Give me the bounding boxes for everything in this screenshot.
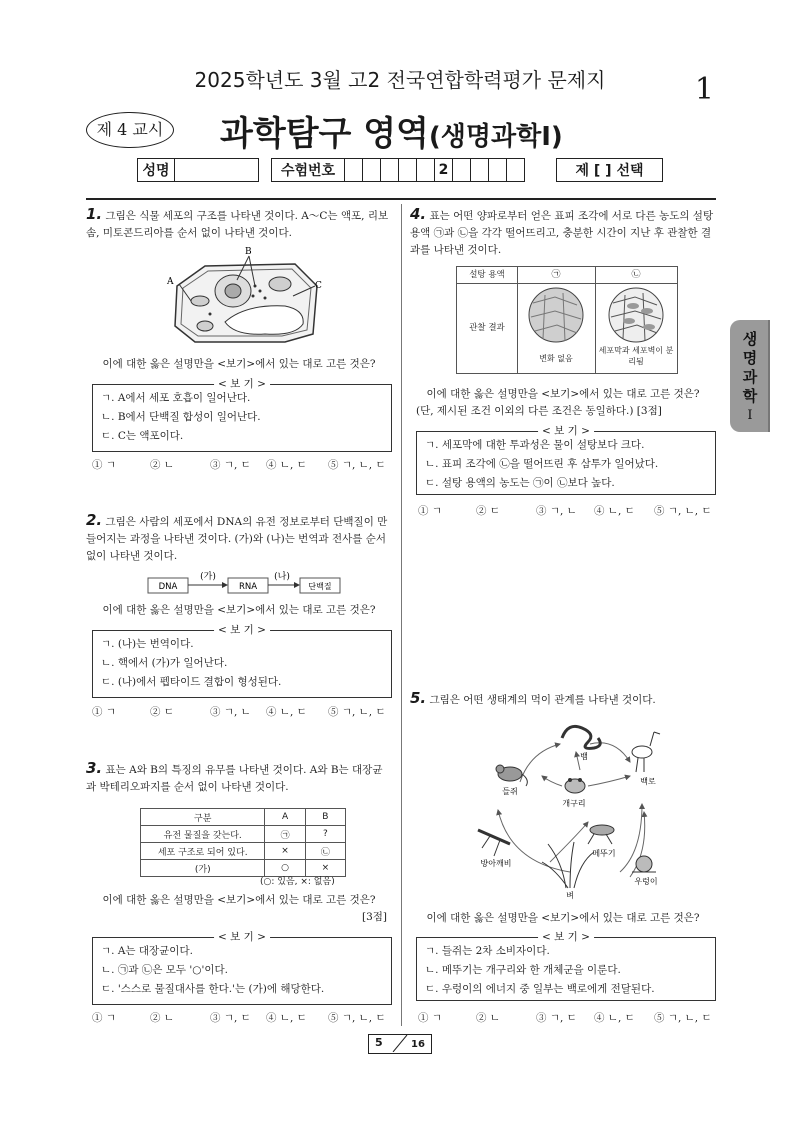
bogi-item: ㄴ. 핵에서 (가)가 일어난다. (101, 657, 228, 669)
label-b: B (245, 247, 252, 257)
choice-4[interactable]: ④ ㄴ, ㄷ (594, 1012, 635, 1024)
choice-3[interactable]: ③ ㄱ, ㄷ (536, 1012, 577, 1024)
choice-1[interactable]: ① ㄱ (418, 505, 442, 517)
snake-icon (562, 726, 600, 748)
result-cell-b (595, 283, 677, 373)
bogi-item: ㄷ. 우렁이의 에너지 중 일부는 백로에게 전달된다. (425, 983, 655, 995)
bogi-title: < 보 기 > (538, 423, 594, 439)
bogi-title: < 보 기 > (214, 376, 270, 392)
side-tab-char: 학 (742, 387, 758, 405)
question-prompt: 이에 대한 옳은 설명만을 <보기>에서 있는 대로 고른 것은? (102, 604, 376, 616)
snail-icon (632, 856, 656, 872)
table-header: ㉠ (517, 267, 596, 284)
question-number: 5. (410, 689, 427, 707)
question-prompt: 이에 대한 옳은 설명만을 <보기>에서 있는 대로 고른 것은? (102, 894, 376, 906)
label-c: C (315, 281, 322, 291)
exam-number-box (271, 158, 525, 184)
result-text-a: 변화 없음 (539, 354, 573, 363)
choice-1[interactable]: ① ㄱ (92, 1012, 116, 1024)
exam-digit-cell[interactable] (399, 158, 417, 182)
flow-ga: (가) (200, 572, 216, 582)
choice-4[interactable]: ④ ㄴ, ㄷ (266, 1012, 307, 1024)
choice-1[interactable]: ① ㄱ (418, 1012, 442, 1024)
flow-protein: 단백질 (308, 582, 332, 591)
name-field[interactable] (175, 158, 259, 182)
label-egret: 백로 (640, 777, 656, 786)
name-box (137, 158, 259, 184)
label-locust: 메뚜기 (592, 849, 616, 858)
label-rice: 벼 (566, 891, 574, 900)
sugar-result-table (456, 266, 678, 374)
condition-note: (단, 제시된 조건 이외의 다른 조건은 동일하다.) [3점] (416, 405, 662, 417)
bogi-item: ㄱ. 세포막에 대한 투과성은 물이 설탕보다 크다. (425, 439, 645, 451)
choice-3[interactable]: ③ ㄱ, ㄷ (210, 459, 251, 471)
label-mouse: 들쥐 (502, 787, 518, 796)
plant-cell-figure (165, 246, 325, 346)
question-4 (410, 206, 716, 259)
bogi-title: < 보 기 > (538, 929, 594, 945)
choice-box (556, 158, 663, 184)
choice-2[interactable]: ② ㄴ (476, 1012, 500, 1024)
table-header: B (305, 809, 345, 826)
table-cell: ㉡ (305, 843, 345, 860)
choice-2[interactable]: ② ㄷ (476, 505, 500, 517)
rice-icon (542, 842, 594, 888)
question-text: 표는 A와 B의 특징의 유무를 나타낸 것이다. A와 B는 대장균과 박테리오파지를 순서 없이 나타낸 것이다. (86, 764, 383, 793)
subject-title (220, 106, 563, 155)
side-tab-char: 생 (742, 330, 758, 348)
answer-choices (92, 704, 392, 722)
table-cell: × (305, 860, 345, 877)
bogi-item: ㄷ. 설탕 용액의 농도는 ㉠이 ㉡보다 높다. (425, 477, 615, 489)
question-prompt: 이에 대한 옳은 설명만을 <보기>에서 있는 대로 고른 것은? (426, 912, 700, 924)
question-number: 4. (410, 205, 427, 223)
table-cell: ○ (265, 860, 305, 877)
plasmolysis-cells-icon (605, 287, 667, 343)
choice-4[interactable]: ④ ㄴ, ㄷ (266, 706, 307, 718)
question-text: 그림은 식물 세포의 구조를 나타낸 것이다. A～C는 액포, 리보솜, 미토콘드리아를 순서 없이 나타낸 것이다. (86, 210, 389, 239)
bogi-box (416, 425, 716, 495)
table-cell: ㉠ (265, 826, 305, 843)
egret-icon (632, 732, 660, 772)
bogi-item: ㄱ. A에서 세포 호흡이 일어난다. (101, 392, 251, 404)
answer-choices (418, 503, 718, 521)
answer-choices (92, 1010, 392, 1028)
page-indicator (368, 1034, 432, 1054)
exam-digit-cell[interactable] (453, 158, 471, 182)
grasshopper-icon (478, 830, 510, 856)
side-tab-char: Ⅰ (747, 408, 753, 423)
choice-1[interactable]: ① ㄱ (92, 706, 116, 718)
choice-3[interactable]: ③ ㄱ, ㄷ (210, 1012, 251, 1024)
exam-digit-cell[interactable] (471, 158, 489, 182)
bogi-title: < 보 기 > (214, 929, 270, 945)
bogi-item: ㄱ. (나)는 번역이다. (101, 638, 194, 650)
table-header: 설탕 용액 (457, 267, 518, 284)
header-rule (86, 198, 716, 200)
period-badge: 제 4 교시 (86, 112, 174, 148)
subject-name: 과학탐구 영역 (220, 114, 429, 154)
page-total: 16 (411, 1039, 425, 1050)
bogi-item: ㄷ. '스스로 물질대사를 한다.'는 (가)에 해당한다. (101, 983, 325, 995)
bogi-item: ㄱ. 들쥐는 2차 소비자이다. (425, 945, 550, 957)
question-text: 그림은 사람의 세포에서 DNA의 유전 정보로부터 단백질이 만들어지는 과정을 나타낸 것이다. (가)와 (나)는 번역과 전사를 순서 없이 나타낸 것이다. (86, 516, 388, 562)
label-a: A (167, 277, 174, 287)
cells-unchanged-icon (525, 287, 587, 343)
exam-digit-cell[interactable] (489, 158, 507, 182)
question-text: 표는 어떤 양파로부터 얻은 표피 조각에 서로 다른 농도의 설탕 용액 ㉠과 ㉡을 각각 떨어뜨리고, 충분한 시간이 지난 후 관찰한 결과를 나타낸 것이다. (410, 210, 714, 256)
side-tab-char: 명 (742, 349, 758, 367)
question-number: 1. (86, 205, 103, 223)
exam-digit-cell[interactable] (381, 158, 399, 182)
choice-5[interactable]: ⑤ ㄱ, ㄴ, ㄷ (328, 1012, 386, 1024)
answer-choices (92, 457, 392, 475)
exam-digit-cell[interactable] (417, 158, 435, 182)
table-cell: 유전 물질을 갖는다. (141, 826, 265, 843)
choice-5[interactable]: ⑤ ㄱ, ㄴ, ㄷ (328, 706, 386, 718)
question-1 (86, 206, 392, 242)
food-web-figure (470, 712, 670, 902)
question-prompt: 이에 대한 옳은 설명만을 <보기>에서 있는 대로 고른 것은? (102, 358, 376, 370)
exam-digit-cell[interactable] (507, 158, 525, 182)
column-divider (401, 204, 402, 1026)
bogi-item: ㄴ. 표피 조각에 ㉡을 떨어뜨린 후 삼투가 일어났다. (425, 458, 659, 470)
choice-2[interactable]: ② ㄴ (150, 1012, 174, 1024)
bogi-box (92, 378, 392, 452)
locust-icon (588, 825, 614, 844)
question-number: 3. (86, 759, 103, 777)
bogi-item: ㄴ. ㉠과 ㉡은 모두 '○'이다. (101, 964, 228, 976)
table-header: A (265, 809, 305, 826)
exam-digit-cell[interactable] (345, 158, 363, 182)
side-tab-char: 과 (742, 368, 758, 386)
exam-digit-fixed: 2 (435, 158, 453, 182)
label-frog: 개구리 (562, 799, 586, 808)
bogi-item: ㄴ. 메뚜기는 개구리와 한 개체군을 이룬다. (425, 964, 621, 976)
choice-4[interactable]: ④ ㄴ, ㄷ (266, 459, 307, 471)
points-label: [3점] (362, 911, 388, 923)
flow-na: (나) (274, 572, 290, 582)
page-corner-number: 1 (694, 72, 714, 107)
label-grasshopper: 방아깨비 (480, 859, 512, 868)
choice-3[interactable]: ③ ㄱ, ㄴ (536, 505, 577, 517)
bogi-box (92, 931, 392, 1005)
label-snail: 우렁이 (634, 877, 658, 886)
table-header: 구분 (141, 809, 265, 826)
bogi-item: ㄴ. B에서 단백질 합성이 일어난다. (101, 411, 261, 423)
table-cell: 세포 구조로 되어 있다. (141, 843, 265, 860)
question-prompt: 이에 대한 옳은 설명만을 <보기>에서 있는 대로 고른 것은? (426, 388, 700, 400)
choice-2[interactable]: ② ㄴ (150, 459, 174, 471)
flow-dna: DNA (158, 582, 178, 592)
label-snake: 뱀 (580, 752, 588, 761)
choice-5[interactable]: ⑤ ㄱ, ㄴ, ㄷ (654, 505, 712, 517)
table-cell: ? (305, 826, 345, 843)
row-label: 관찰 결과 (457, 283, 518, 373)
exam-number-label: 수험번호 (271, 158, 345, 182)
bogi-item: ㄷ. C는 액포이다. (101, 430, 184, 442)
choice-4[interactable]: ④ ㄴ, ㄷ (594, 505, 635, 517)
question-3 (86, 760, 392, 796)
table-cell: × (265, 843, 305, 860)
choice-1[interactable]: ① ㄱ (92, 459, 116, 471)
exam-title: 2025학년도 3월 고2 전국연합학력평가 문제지 (194, 68, 606, 92)
bogi-box (92, 624, 392, 698)
choice-5[interactable]: ⑤ ㄱ, ㄴ, ㄷ (654, 1012, 712, 1024)
bogi-title: < 보 기 > (214, 622, 270, 638)
bogi-box (416, 931, 716, 1001)
page-current: 5 (375, 1036, 383, 1049)
question-5 (410, 690, 716, 709)
bogi-item: ㄱ. A는 대장균이다. (101, 945, 193, 957)
table-note: (○: 있음, ×: 없음) (260, 877, 335, 887)
subject-sub: (생명과학Ⅰ) (428, 122, 563, 152)
answer-choices (418, 1010, 718, 1028)
exam-digit-cell[interactable] (363, 158, 381, 182)
frog-icon (565, 778, 585, 793)
name-label: 성명 (137, 158, 175, 182)
question-number: 2. (86, 511, 103, 529)
bogi-item: ㄷ. (나)에서 펩타이드 결합이 형성된다. (101, 676, 282, 688)
question-2 (86, 512, 392, 565)
flow-rna: RNA (238, 582, 258, 592)
choice-label[interactable]: 제 [ ] 선택 (556, 158, 663, 182)
choice-2[interactable]: ② ㄷ (150, 706, 174, 718)
choice-5[interactable]: ⑤ ㄱ, ㄴ, ㄷ (328, 459, 386, 471)
table-cell: (가) (141, 860, 265, 877)
plant-cell-icon (175, 256, 317, 342)
table-header: ㉡ (595, 267, 677, 284)
choice-3[interactable]: ③ ㄱ, ㄴ (210, 706, 251, 718)
dna-flow-figure (146, 568, 346, 598)
feature-table (140, 808, 346, 877)
result-text-b: 세포막과 세포벽이 분리됨 (598, 346, 674, 366)
subject-side-tab (730, 320, 770, 432)
question-text: 그림은 어떤 생태계의 먹이 관계를 나타낸 것이다. (429, 694, 656, 706)
result-cell-a (517, 283, 596, 373)
